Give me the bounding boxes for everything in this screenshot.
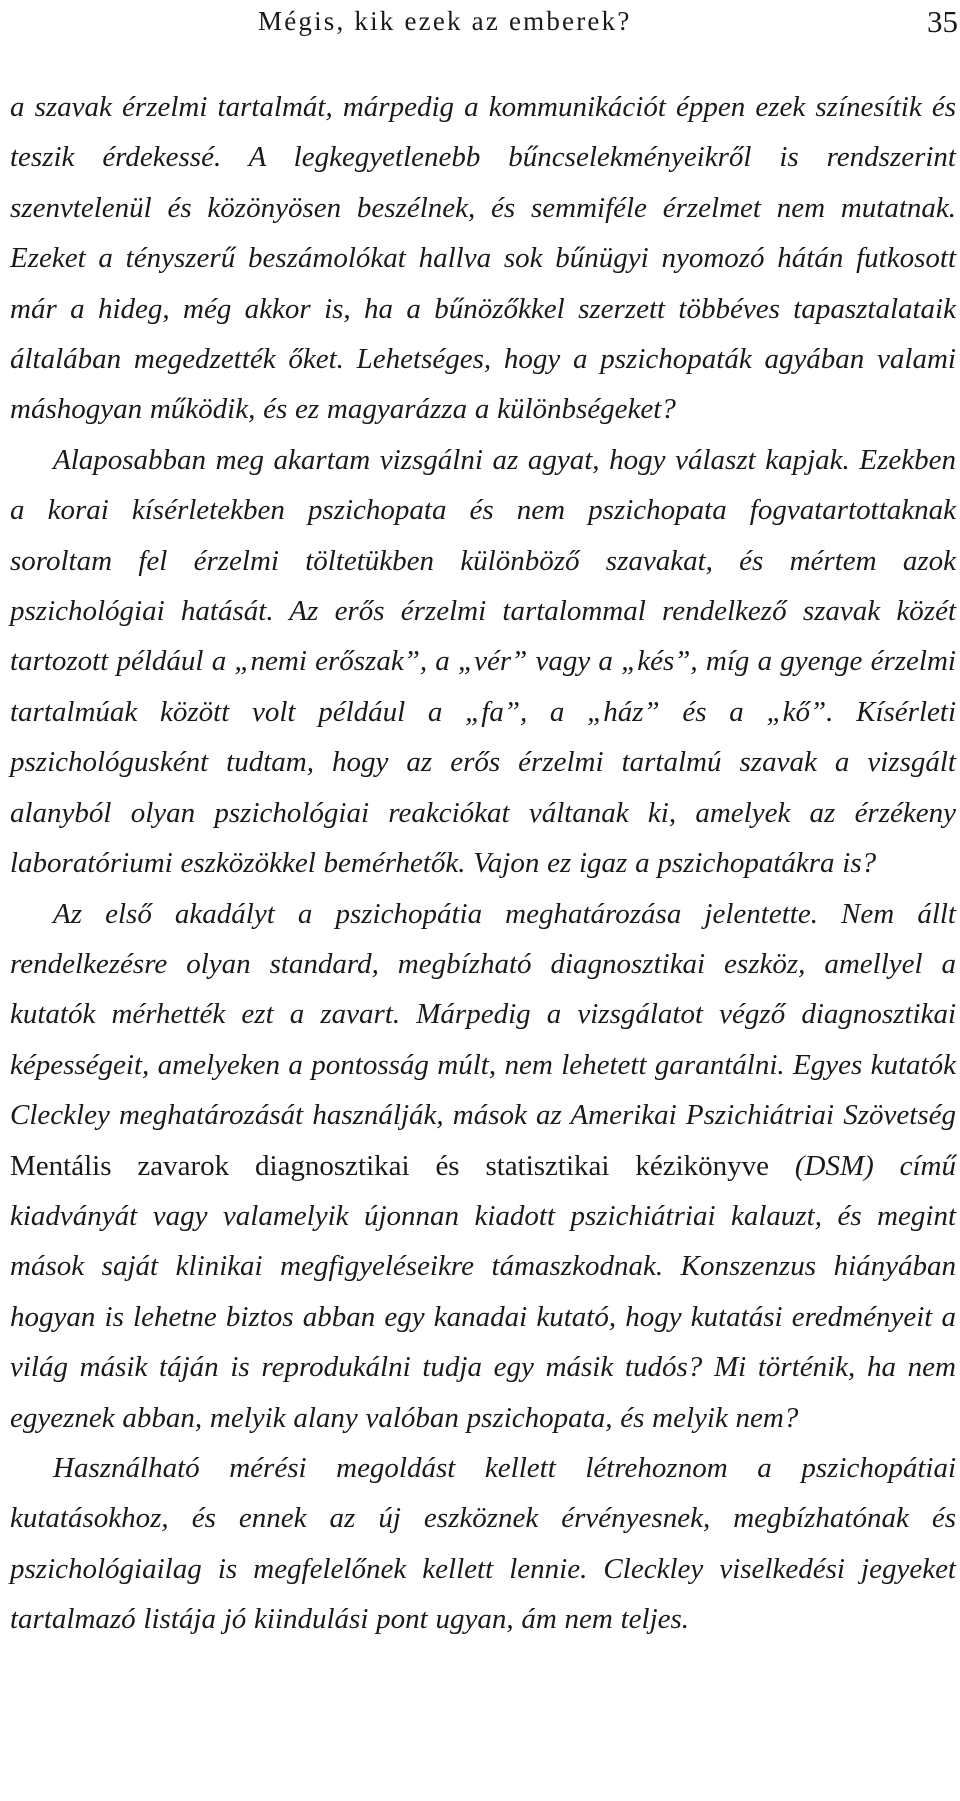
running-header — [0, 6, 960, 46]
paragraph-3-italic-start: Az első akadályt a pszichopátia meghatározása jelentette. Nem állt rendelkezésre olyan standard, megbízható diagnosztikai eszköz, amellyel a kutatók mérhették ezt a zavart. Márpedig a vizsgálatot végző diagnosztikai képességeit, amelyeken a pontosság múlt, nem lehetett garantálni. Egyes kutatók Cleckley meghatározását használják, mások az Amerikai Pszichiátriai Szövetség — [10, 897, 956, 1132]
page-number: 35 — [927, 4, 958, 39]
paragraph-4: Használható mérési megoldást kellett létrehoznom a pszichopátiai kutatásokhoz, és ennek az új eszköznek érvényesnek, megbízhatónak és pszichológiailag is megfelelőnek kellett lennie. Cleckley viselkedési jegyeket tartalmazó listája jó kiindulási pont ugyan, ám nem teljes. — [10, 1451, 956, 1636]
running-title: Mégis, kik ezek az emberek? — [258, 6, 632, 36]
paragraph-2: Alaposabban meg akartam vizsgálni az agyat, hogy választ kapjak. Ezekben a korai kísérletekben pszichopata és nem pszichopata fogvatartottaknak soroltam fel érzelmi töltetükben különböző szavakat, és mértem azok pszichológiai hatását. Az erős érzelmi tartalommal rendelkező szavak közét tartozott például a „nemi erőszak”, a „vér” vagy a „kés”, míg a gyenge érzelmi tartalmúak között volt például a „fa”, a „ház” és a „kő”. Kísérleti pszichológusként tudtam, hogy az erős érzelmi tartalmú szavak a vizsgált alanyból olyan pszichológiai reakciókat váltanak ki, amelyek az érzékeny laboratóriumi eszközökkel bemérhetők. Vajon ez igaz a pszichopatákra is? — [10, 443, 956, 880]
paragraph-3 — [10, 889, 956, 1443]
paragraph-3-italic-end: (DSM) című kiadványát vagy valamelyik újonnan kiadott pszichiátriai kalauzt, és megint mások saját klinikai megfigyeléseikre támaszkodnak. Konszenzus hiányában hogyan is lehetne biztos abban egy kanadai kutató, hogy kutatási eredményeit a világ másik táján is reprodukálni tudja egy másik tudós? Mi történik, ha nem egyeznek abban, melyik alany valóban pszichopata, és melyik nem? — [10, 1149, 956, 1434]
paragraph-1: a szavak érzelmi tartalmát, márpedig a kommunikációt éppen ezek színesítik és teszik érdekessé. A legkegyetlenebb bűncselekményeikről is rendszerint szenvtelenül és közönyösen beszélnek, és semmiféle érzelmet nem mutatnak. Ezeket a tényszerű beszámolókat hallva sok bűnügyi nyomozó hátán futkosott már a hideg, még akkor is, ha a bűnözőkkel szerzett többéves tapasztalataik általában megedzették őket. Lehetséges, hogy a pszichopaták agyában valami máshogyan működik, és ez magyarázza a különbségeket? — [10, 91, 956, 426]
book-title-dsm: Mentális zavarok diagnosztikai és statisztikai kézikönyve — [10, 1149, 769, 1182]
body-text — [10, 82, 956, 1645]
